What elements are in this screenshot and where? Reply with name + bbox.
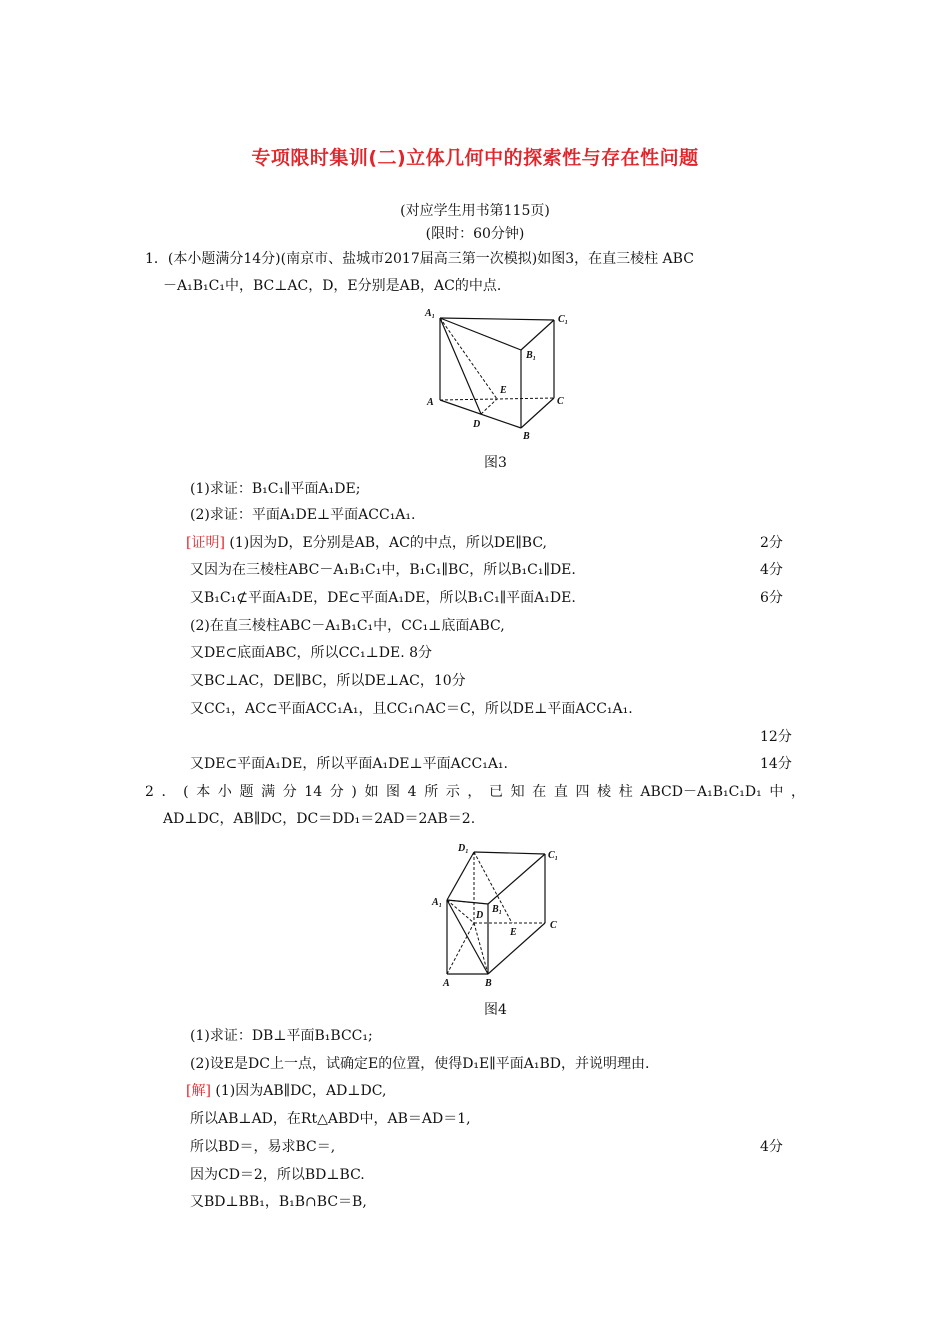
label-b1: B₁: [492, 904, 503, 915]
score-2: 2分: [760, 535, 783, 551]
label-d1: D₁: [458, 843, 469, 854]
label-a1: A₁: [425, 308, 436, 319]
label-a: A: [443, 978, 450, 989]
figure-4-prism: [430, 838, 570, 993]
label-b: B: [523, 431, 530, 442]
figure-3-prism: [420, 300, 580, 445]
label-e: E: [500, 385, 507, 396]
label-d: D: [476, 910, 484, 921]
proof-text-1: (1)因为D，E分别是AB，AC的中点，所以DE∥BC,: [224, 535, 548, 551]
q2-score-4: 4分: [760, 1139, 783, 1155]
q1-proof-line5: 又DE⊂底面ABC，所以CC₁⊥DE. 8分: [190, 645, 432, 661]
label-c: C: [550, 920, 557, 931]
score-14: 14分: [760, 756, 792, 772]
label-e: E: [510, 927, 517, 938]
q2-stem-line2: AD⊥DC，AB∥DC，DC＝DD₁＝2AD＝2AB＝2.: [163, 811, 476, 827]
q2-solution-line4: 因为CD＝2，所以BD⊥BC.: [190, 1167, 365, 1183]
q1-proof-line6: 又BC⊥AC，DE∥BC，所以DE⊥AC，10分: [190, 673, 466, 689]
proof-tag: [证明]: [186, 535, 225, 551]
page-title: 专项限时集训(二)立体几何中的探索性与存在性问题: [251, 147, 699, 169]
q2-solution-line2: 所以AB⊥AD，在Rt△ABD中，AB＝AD＝1,: [190, 1111, 471, 1127]
q1-proof-line8: 又DE⊂平面A₁DE，所以平面A₁DE⊥平面ACC₁A₁.: [190, 756, 508, 772]
score-4: 4分: [760, 562, 783, 578]
q1-part2: (2)求证：平面A₁DE⊥平面ACC₁A₁.: [190, 507, 416, 523]
q2-part1: (1)求证：DB⊥平面B₁BCC₁;: [190, 1028, 373, 1044]
solution-text-1: (1)因为AB∥DC，AD⊥DC,: [210, 1083, 387, 1099]
q1-proof-line7: 又CC₁，AC⊂平面ACC₁A₁，且CC₁∩AC＝C，所以DE⊥平面ACC₁A₁.: [190, 701, 633, 717]
figure-4-caption: 图4: [484, 1002, 507, 1018]
q2-stem-line1: 2．(本小题满分14分)如图4所示，已知在直四棱柱ABCD－A₁B₁C₁D₁中，: [145, 784, 805, 800]
q1-proof-line2: 又因为在三棱柱ABC－A₁B₁C₁中，B₁C₁∥BC，所以B₁C₁∥DE.: [190, 562, 576, 578]
label-c1: C₁: [558, 314, 569, 325]
q1-part1: (1)求证：B₁C₁∥平面A₁DE;: [190, 481, 361, 497]
q1-proof-line4: (2)在直三棱柱ABC－A₁B₁C₁中，CC₁⊥底面ABC,: [190, 618, 505, 634]
q2-solution-line1: [186, 1082, 386, 1100]
label-b1: B₁: [526, 350, 537, 361]
label-c1: C₁: [548, 850, 559, 861]
solution-tag: [解]: [186, 1083, 211, 1099]
q2-solution-line3: 所以BD＝，易求BC＝,: [190, 1139, 336, 1155]
label-c: C: [557, 396, 564, 407]
label-d: D: [473, 419, 481, 430]
q1-stem-line2: －A₁B₁C₁中，BC⊥AC，D，E分别是AB，AC的中点．: [163, 278, 511, 294]
q1-proof-line3: 又B₁C₁⊄平面A₁DE，DE⊂平面A₁DE，所以B₁C₁∥平面A₁DE.: [190, 590, 576, 606]
label-a: A: [427, 397, 434, 408]
label-b: B: [485, 978, 492, 989]
q2-solution-line5: 又BD⊥BB₁，B₁B∩BC＝B,: [190, 1194, 367, 1210]
score-6: 6分: [760, 590, 783, 606]
label-a1: A₁: [432, 897, 443, 908]
figure-3-caption: 图3: [484, 455, 507, 471]
time-limit: (限时：60分钟): [425, 226, 525, 242]
q1-stem-line1: 1．(本小题满分14分)(南京市、盐城市2017届高三第一次模拟)如图3，在直三棱柱 ABC: [145, 251, 694, 267]
q1-proof-line1: [186, 534, 547, 552]
book-reference: (对应学生用书第115页): [400, 203, 550, 219]
score-12: 12分: [760, 729, 792, 745]
q2-part2: (2)设E是DC上一点，试确定E的位置，使得D₁E∥平面A₁BD，并说明理由.: [190, 1056, 650, 1072]
